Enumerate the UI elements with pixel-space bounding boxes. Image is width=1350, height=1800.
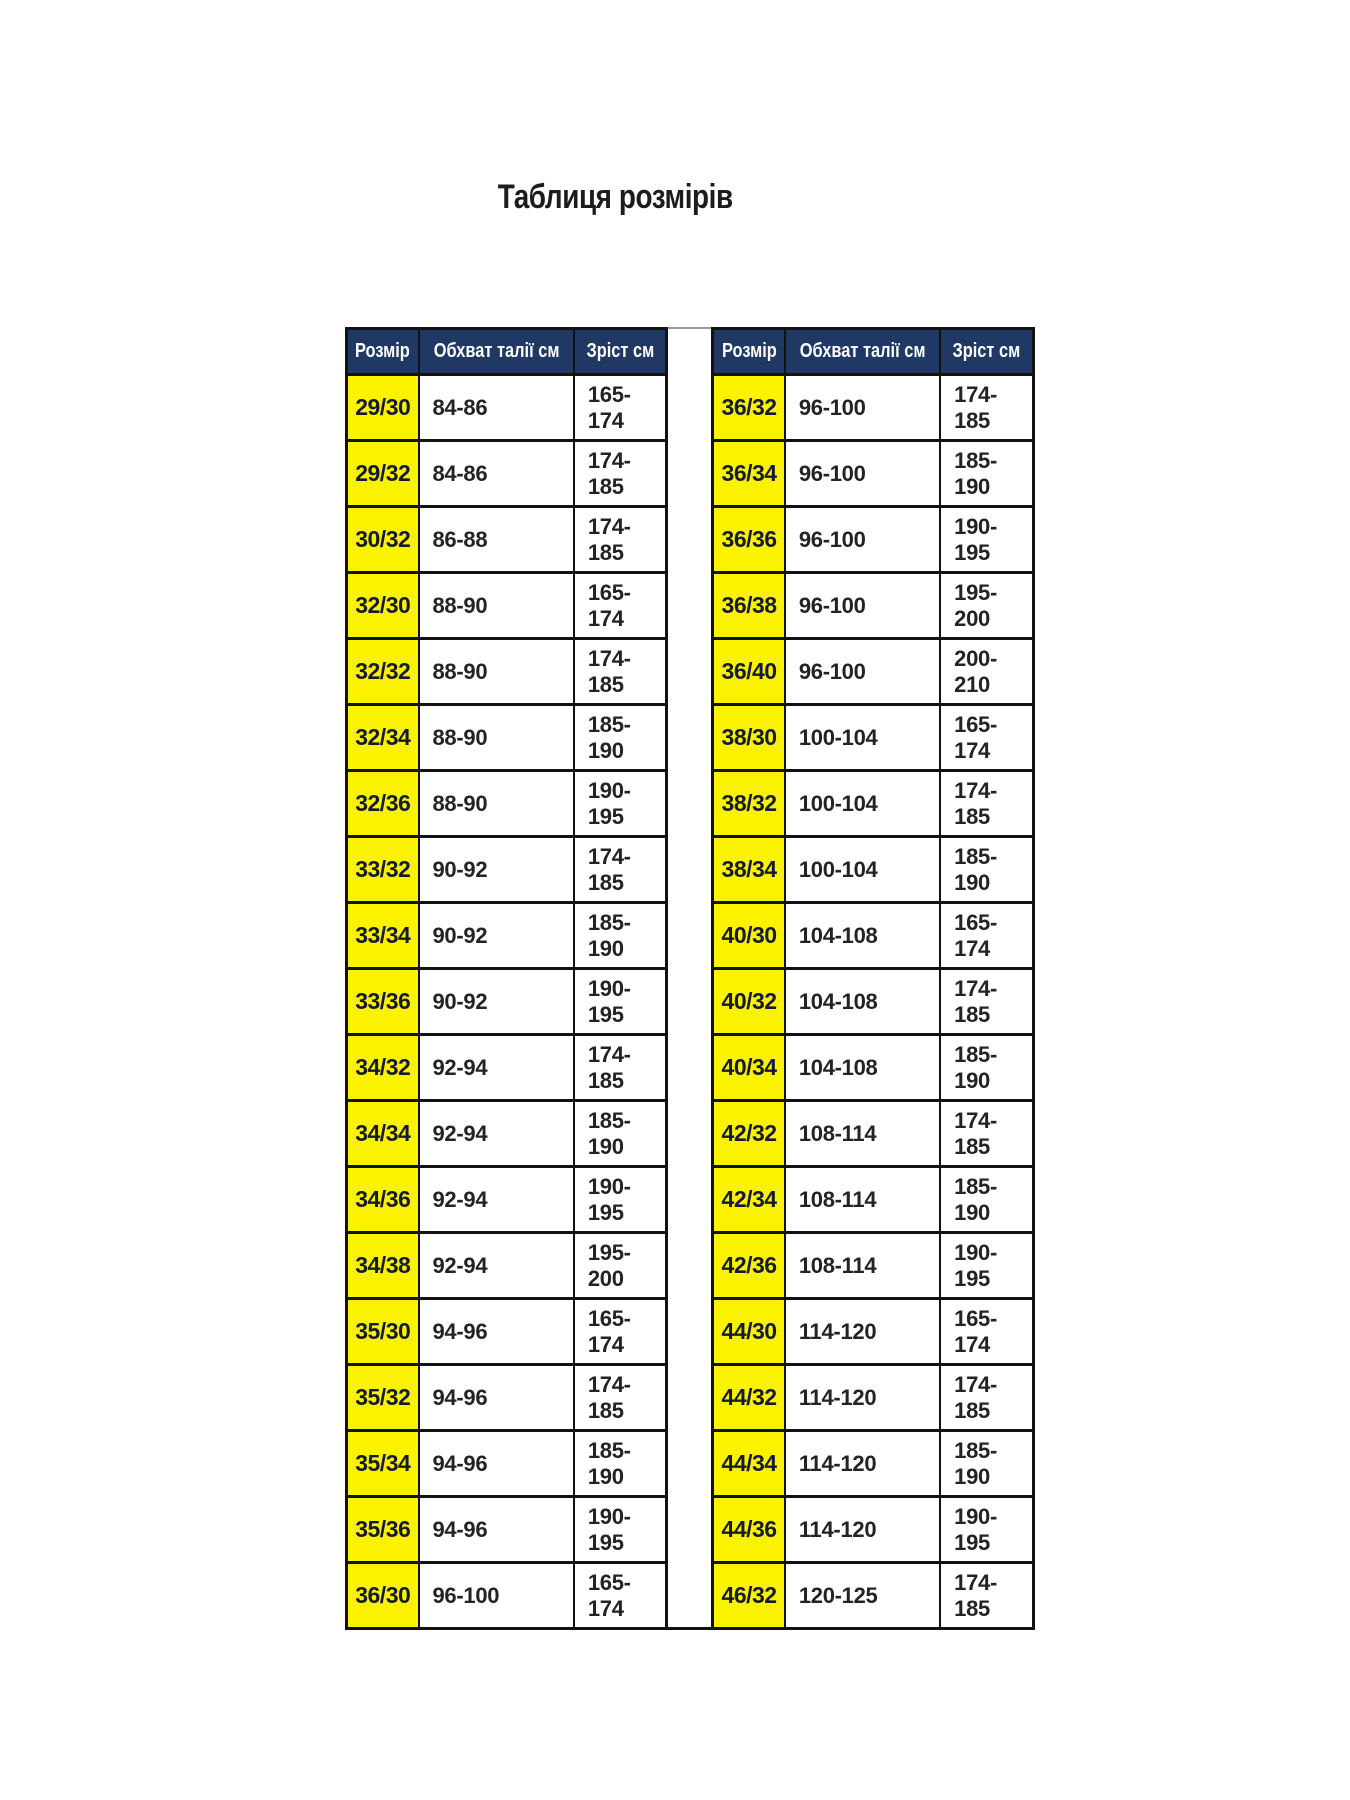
height-cell: 185-190 [574,903,667,969]
height-cell: 185-190 [940,1167,1033,1233]
waist-cell: 88-90 [419,705,574,771]
height-cell: 174-185 [940,375,1033,441]
table-row [347,837,667,903]
table-row [713,1431,1033,1497]
height-cell: 165-174 [574,1563,667,1629]
table-row [713,375,1033,441]
size-cell: 34/38 [347,1233,419,1299]
height-cell: 165-174 [574,573,667,639]
height-cell: 190-195 [574,969,667,1035]
table-row [347,969,667,1035]
size-cell: 36/34 [713,441,785,507]
waist-cell: 108-114 [785,1233,940,1299]
size-tables-container [345,327,1035,1630]
size-cell: 32/30 [347,573,419,639]
column-header-waist: Обхват талії см [785,329,940,375]
waist-cell: 92-94 [419,1233,574,1299]
table-row [347,573,667,639]
waist-cell: 94-96 [419,1431,574,1497]
size-cell: 36/40 [713,639,785,705]
table-gap [668,327,711,1630]
size-cell: 44/36 [713,1497,785,1563]
size-cell: 34/36 [347,1167,419,1233]
size-cell: 44/32 [713,1365,785,1431]
waist-cell: 108-114 [785,1101,940,1167]
size-cell: 42/36 [713,1233,785,1299]
height-cell: 185-190 [574,705,667,771]
size-cell: 34/32 [347,1035,419,1101]
column-header-waist: Обхват талії см [419,329,574,375]
waist-cell: 96-100 [419,1563,574,1629]
waist-cell: 94-96 [419,1365,574,1431]
waist-cell: 100-104 [785,705,940,771]
table-row [347,771,667,837]
waist-cell: 96-100 [785,639,940,705]
waist-cell: 92-94 [419,1035,574,1101]
height-cell: 185-190 [940,837,1033,903]
waist-cell: 94-96 [419,1299,574,1365]
table-row [713,1101,1033,1167]
waist-cell: 88-90 [419,573,574,639]
waist-cell: 114-120 [785,1365,940,1431]
waist-cell: 114-120 [785,1497,940,1563]
size-table-left [345,327,668,1630]
table-row [347,705,667,771]
height-cell: 174-185 [940,771,1033,837]
table-row [347,441,667,507]
waist-cell: 92-94 [419,1167,574,1233]
size-cell: 33/34 [347,903,419,969]
size-cell: 36/36 [713,507,785,573]
height-cell: 174-185 [574,837,667,903]
height-cell: 174-185 [574,441,667,507]
size-cell: 33/32 [347,837,419,903]
waist-cell: 96-100 [785,441,940,507]
table-row [713,441,1033,507]
table-row [713,771,1033,837]
height-cell: 165-174 [940,903,1033,969]
page-title: Таблиця розмірів [497,178,733,216]
table-row [713,573,1033,639]
size-cell: 44/30 [713,1299,785,1365]
size-cell: 32/34 [347,705,419,771]
waist-cell: 84-86 [419,375,574,441]
table-row [713,507,1033,573]
size-cell: 40/30 [713,903,785,969]
height-cell: 190-195 [940,507,1033,573]
height-cell: 174-185 [940,1365,1033,1431]
table-body-left [347,375,667,1629]
size-cell: 35/34 [347,1431,419,1497]
size-cell: 30/32 [347,507,419,573]
table-row [713,903,1033,969]
waist-cell: 96-100 [785,507,940,573]
table-row [347,1299,667,1365]
height-cell: 185-190 [940,1431,1033,1497]
size-cell: 40/32 [713,969,785,1035]
column-header-height: Зріст см [940,329,1033,375]
size-cell: 35/36 [347,1497,419,1563]
height-cell: 165-174 [574,1299,667,1365]
table-row [713,1035,1033,1101]
waist-cell: 108-114 [785,1167,940,1233]
waist-cell: 114-120 [785,1431,940,1497]
waist-cell: 104-108 [785,969,940,1035]
size-cell: 29/32 [347,441,419,507]
table-row [713,1497,1033,1563]
table-body-right [713,375,1033,1629]
waist-cell: 96-100 [785,573,940,639]
size-cell: 32/36 [347,771,419,837]
table-row [713,1563,1033,1629]
size-cell: 36/30 [347,1563,419,1629]
size-cell: 36/32 [713,375,785,441]
size-cell: 38/34 [713,837,785,903]
column-header-height: Зріст см [574,329,667,375]
height-cell: 174-185 [574,639,667,705]
table-row [347,1233,667,1299]
table-row [347,1101,667,1167]
size-cell: 38/30 [713,705,785,771]
waist-cell: 86-88 [419,507,574,573]
height-cell: 200-210 [940,639,1033,705]
height-cell: 190-195 [574,771,667,837]
size-cell: 46/32 [713,1563,785,1629]
height-cell: 185-190 [940,441,1033,507]
waist-cell: 104-108 [785,1035,940,1101]
size-table-right [711,327,1034,1630]
waist-cell: 100-104 [785,837,940,903]
size-cell: 42/34 [713,1167,785,1233]
size-cell: 42/32 [713,1101,785,1167]
table-row [713,1167,1033,1233]
table-row [347,1035,667,1101]
waist-cell: 92-94 [419,1101,574,1167]
height-cell: 174-185 [574,507,667,573]
size-cell: 33/36 [347,969,419,1035]
table-row [347,1563,667,1629]
height-cell: 190-195 [574,1167,667,1233]
height-cell: 174-185 [940,1101,1033,1167]
size-cell: 40/34 [713,1035,785,1101]
height-cell: 190-195 [574,1497,667,1563]
waist-cell: 104-108 [785,903,940,969]
size-cell: 34/34 [347,1101,419,1167]
column-header-size: Розмір [347,329,419,375]
header-row [713,329,1033,375]
height-cell: 174-185 [574,1365,667,1431]
waist-cell: 120-125 [785,1563,940,1629]
table-row [347,1497,667,1563]
table-row [713,1365,1033,1431]
header-row [347,329,667,375]
table-row [713,837,1033,903]
waist-cell: 96-100 [785,375,940,441]
height-cell: 165-174 [940,1299,1033,1365]
size-cell: 35/32 [347,1365,419,1431]
height-cell: 185-190 [940,1035,1033,1101]
waist-cell: 84-86 [419,441,574,507]
table-row [713,705,1033,771]
waist-cell: 90-92 [419,837,574,903]
height-cell: 185-190 [574,1101,667,1167]
title-wrap [0,178,1230,217]
waist-cell: 88-90 [419,639,574,705]
waist-cell: 90-92 [419,969,574,1035]
table-row [347,375,667,441]
height-cell: 174-185 [574,1035,667,1101]
table-row [713,1299,1033,1365]
column-header-size: Розмір [713,329,785,375]
height-cell: 174-185 [940,969,1033,1035]
table-row [347,903,667,969]
height-cell: 195-200 [574,1233,667,1299]
size-cell: 36/38 [713,573,785,639]
waist-cell: 94-96 [419,1497,574,1563]
table-row [713,1233,1033,1299]
waist-cell: 90-92 [419,903,574,969]
size-cell: 29/30 [347,375,419,441]
table-row [347,1167,667,1233]
height-cell: 195-200 [940,573,1033,639]
height-cell: 190-195 [940,1497,1033,1563]
table-row [713,969,1033,1035]
table-row [347,1431,667,1497]
height-cell: 165-174 [574,375,667,441]
height-cell: 174-185 [940,1563,1033,1629]
size-cell: 35/30 [347,1299,419,1365]
waist-cell: 100-104 [785,771,940,837]
table-row [347,639,667,705]
height-cell: 185-190 [574,1431,667,1497]
table-row [347,507,667,573]
table-row [347,1365,667,1431]
height-cell: 165-174 [940,705,1033,771]
size-cell: 32/32 [347,639,419,705]
size-cell: 38/32 [713,771,785,837]
size-cell: 44/34 [713,1431,785,1497]
height-cell: 190-195 [940,1233,1033,1299]
table-row [713,639,1033,705]
waist-cell: 88-90 [419,771,574,837]
waist-cell: 114-120 [785,1299,940,1365]
